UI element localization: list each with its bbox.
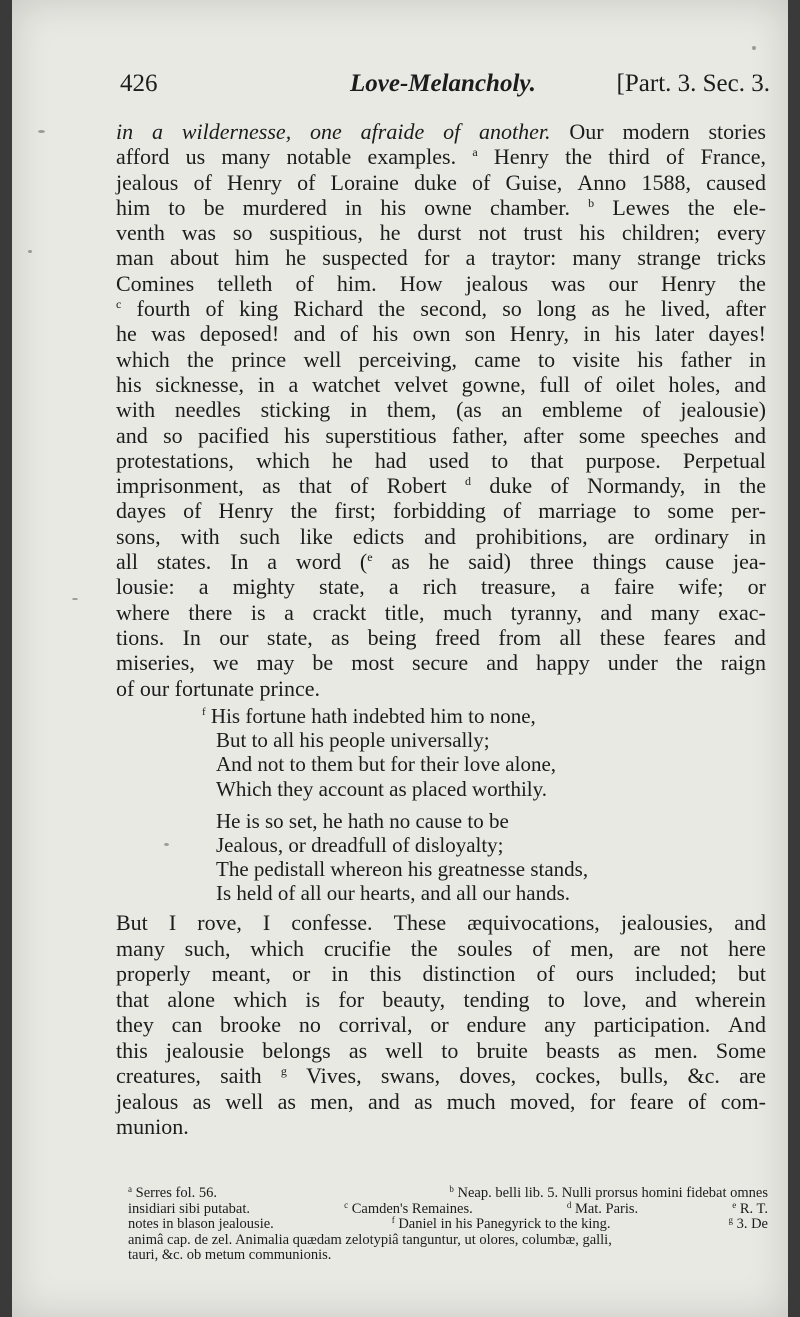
reference-mark: c bbox=[344, 1199, 349, 1210]
text-line: imprisonment, as that of Robert $^d$ duke of Normandy, in the bbox=[116, 473, 766, 499]
text-line: protestations, which he had used to that purpose. Perpetual bbox=[116, 447, 766, 473]
text-line: and so pacified his superstitious father, after some speeches and bbox=[116, 422, 766, 448]
text-line: lousie: a mighty state, a rich treasure, a faire wife; or bbox=[116, 574, 766, 600]
reference-mark: e bbox=[732, 1199, 737, 1210]
reference-mark: a bbox=[472, 145, 478, 160]
text-line: munion. bbox=[116, 1114, 189, 1139]
reference-mark: b bbox=[449, 1184, 454, 1194]
footnote-line: insidiari sibi putabat. $^c$ Camden's Remaines. $^d$ Mat. Paris. $^e$ R. T. bbox=[128, 1199, 768, 1217]
text-line: of our fortunate prince. bbox=[116, 675, 321, 701]
footnote-line: animâ cap. de zel. Animalia quædam zelotypiâ tanguntur, ut olores, columbæ, galli, bbox=[128, 1231, 612, 1248]
reference-mark: c bbox=[116, 297, 122, 312]
text-line: he was deposed! and of his own son Henry, in his later dayes! bbox=[116, 321, 766, 347]
text-line: where there is a crackt title, much tyranny, and many exac- bbox=[116, 599, 766, 625]
text-line: sons, with such like edicts and prohibitions, are ordinary in bbox=[116, 523, 766, 549]
poem-line: $^f$ His fortune hath indebted him to none, bbox=[202, 704, 536, 728]
text-line: dayes of Henry the first; forbidding of marriage to some per- bbox=[116, 498, 766, 524]
text-line: venth was so suspitious, he durst not trust his children; every bbox=[116, 220, 766, 246]
page-header bbox=[120, 70, 770, 104]
footnote-line: notes in blason jealousie. $^f$ Daniel in his Panegyrick to the king. $^g$ 3. De bbox=[128, 1215, 768, 1233]
text-line: miseries, we may be most secure and happy under the raign bbox=[116, 650, 766, 676]
text-line: But I rove, I confesse. These æquivocations, jealousies, and bbox=[116, 910, 766, 935]
reference-mark: e bbox=[367, 550, 373, 565]
poem-line: But to all his people universally; bbox=[216, 728, 490, 753]
paper-speck bbox=[752, 46, 756, 50]
poem-line: The pedistall whereon his greatnesse stands, bbox=[216, 857, 589, 882]
poem-line: Jealous, or dreadfull of disloyalty; bbox=[216, 832, 504, 857]
paragraph-2 bbox=[116, 910, 766, 1140]
reference-mark: a bbox=[128, 1184, 132, 1194]
text-line: that alone which is for beauty, tending to love, and wherein bbox=[116, 986, 766, 1012]
text-line: him to be murdered in his owne chamber. $^b$ Lewes the ele- bbox=[116, 194, 766, 220]
running-title: Love-Melancholy. bbox=[350, 70, 536, 97]
reference-mark: f bbox=[202, 706, 206, 718]
section-reference: [Part. 3. Sec. 3. bbox=[616, 70, 770, 97]
text-line: $^c$ fourth of king Richard the second, so long as he lived, after bbox=[116, 296, 766, 322]
paragraph-1 bbox=[116, 119, 766, 701]
text-line: all states. In a word ($^e$ as he said) three things cause jea- bbox=[116, 549, 766, 575]
text-line: this jealousie belongs as well to bruite beasts as men. Some bbox=[116, 1037, 766, 1063]
paper-speck bbox=[38, 130, 45, 133]
paper-speck bbox=[164, 843, 169, 846]
footnote-line: $^a$ Serres fol. 56. $^b$ Neap. belli lib. 5. Nulli prorsus homini fidebat omnes bbox=[128, 1184, 768, 1201]
book-page bbox=[12, 0, 788, 1317]
reference-mark: g bbox=[728, 1215, 733, 1226]
poem-line: He is so set, he hath no cause to be bbox=[216, 808, 509, 833]
page-number: 426 bbox=[120, 70, 158, 97]
reference-mark: f bbox=[391, 1215, 395, 1226]
text-line: they can brooke no corrival, or endure any participation. And bbox=[116, 1012, 766, 1037]
text-line: jealous of Henry of Loraine duke of Guise, Anno 1588, caused bbox=[116, 169, 766, 195]
text-line: man about him he suspected for a traytor: many strange tricks bbox=[116, 245, 766, 271]
paper-speck bbox=[28, 250, 32, 253]
footnotes bbox=[128, 1186, 768, 1264]
text-line: creatures, saith $^g$ Vives, swans, doves, cockes, bulls, &c. are bbox=[116, 1063, 766, 1088]
quoted-poem bbox=[202, 704, 762, 914]
poem-line: Which they account as placed worthily. bbox=[216, 776, 548, 801]
poem-stanza bbox=[202, 704, 762, 801]
text-line: in a wildernesse, one afraide of another. Our modern stories bbox=[116, 119, 766, 144]
text-line: which the prince well perceiving, came to visite his father in bbox=[116, 346, 766, 372]
poem-stanza bbox=[202, 809, 762, 906]
reference-mark: d bbox=[464, 474, 471, 489]
text-line: properly meant, or in this distinction of ours included; but bbox=[116, 961, 766, 986]
text-line: many such, which crucifie the soules of men, are not here bbox=[116, 935, 766, 961]
text-line: his sicknesse, in a watchet velvet gowne, full of oilet holes, and bbox=[116, 371, 766, 397]
text-line: with needles sticking in them, (as an embleme of jealousie) bbox=[116, 397, 766, 423]
footnote-line: tauri, &c. ob metum communionis. bbox=[128, 1247, 332, 1264]
poem-line: Is held of all our hearts, and all our hands. bbox=[216, 881, 570, 906]
reference-mark: b bbox=[588, 195, 595, 210]
reference-mark: d bbox=[566, 1199, 572, 1210]
reference-mark: g bbox=[280, 1064, 287, 1078]
text-line: Comines telleth of him. How jealous was our Henry the bbox=[116, 270, 766, 296]
poem-line: And not to them but for their love alone, bbox=[216, 752, 557, 777]
text-line: afford us many notable examples. $^a$ Henry the third of France, bbox=[116, 144, 766, 170]
text-line: tions. In our state, as being freed from all these feares and bbox=[116, 624, 766, 650]
paper-speck bbox=[72, 598, 78, 600]
text-line: jealous as well as men, and as much moved, for feare of com- bbox=[116, 1088, 766, 1114]
